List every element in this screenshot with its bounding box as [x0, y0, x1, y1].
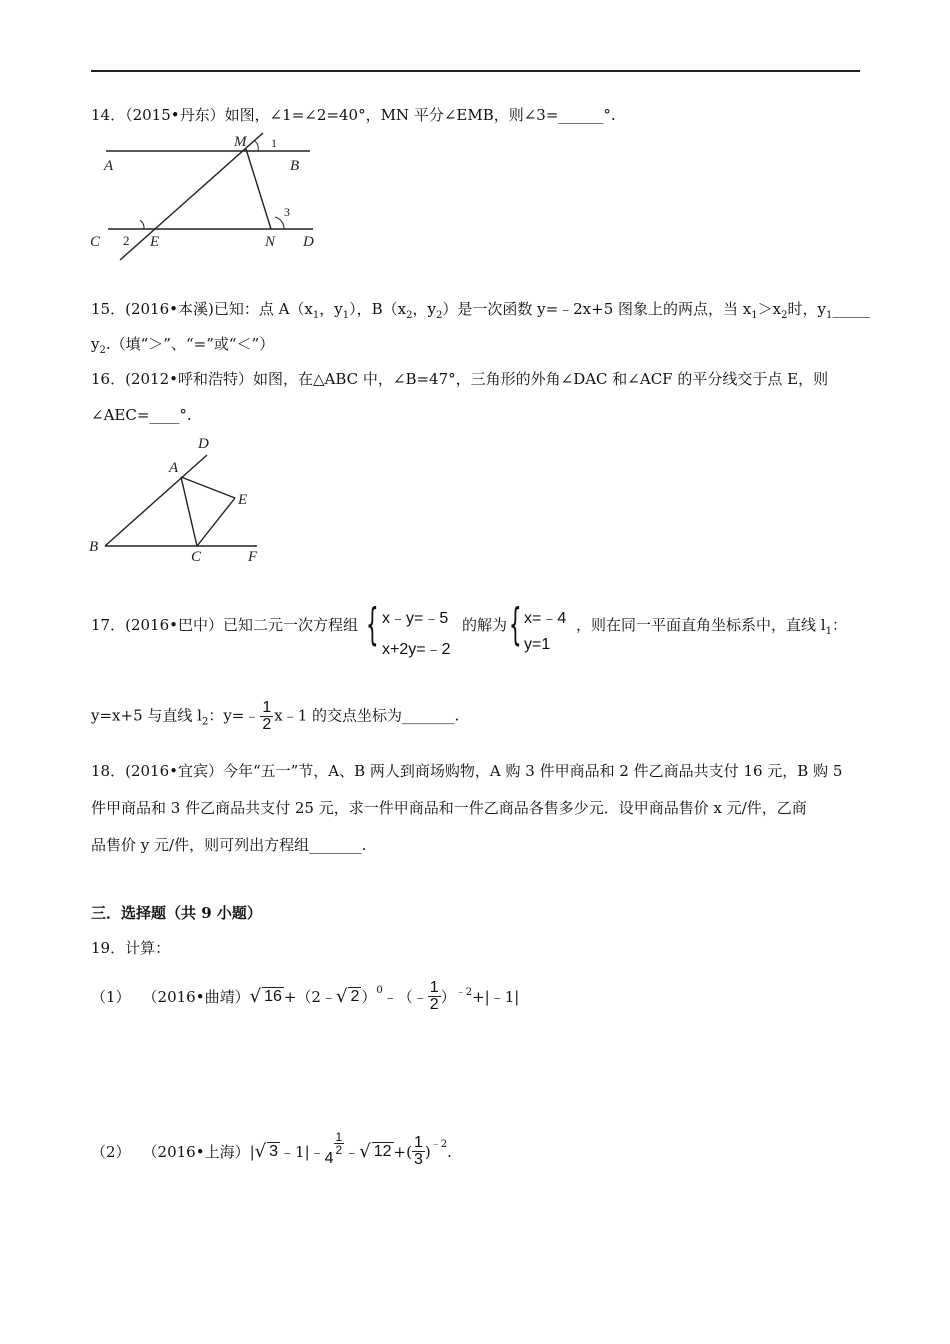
q17-frac-num: 1 [262, 699, 272, 716]
label-angle3: 3 [284, 205, 290, 219]
q19-p2-fraction [412, 1135, 425, 1168]
q15-s7: 1 [825, 310, 833, 321]
q19-p1-sqrt2: 2 [350, 988, 360, 1005]
angle1-arc [255, 141, 258, 151]
label-e: E [238, 492, 248, 508]
q14-body: （2015•丹东）如图，∠1=∠2=40°，MN 平分∠EMB，则∠3=______°. [125, 106, 616, 124]
label-n: N [265, 234, 276, 250]
q19-p2-source: （2016•上海） [142, 1143, 250, 1161]
q19-p1-exp0: 0 [376, 985, 383, 996]
q17-line2 [91, 700, 459, 733]
q15-s8: 2 [99, 345, 106, 356]
q19-p2-frac-num: 1 [413, 1134, 423, 1151]
q17-post-end: ： [831, 616, 847, 634]
q17-frac-den: 2 [262, 716, 272, 733]
q19-p2-sqrt12: 12 [373, 1143, 392, 1160]
q19-p2-label: （2） [91, 1143, 131, 1161]
sqrt-icon: √ [359, 1141, 371, 1162]
q17-post-text: ，则在同一平面直角坐标系中，直线 l [576, 616, 826, 634]
q19-part1 [91, 980, 519, 1013]
sqrt-icon: √ [254, 1141, 267, 1162]
q19-p2-exp-fraction [334, 1131, 345, 1156]
q15-line1 [91, 298, 870, 321]
q19-p2-sqrt3: 3 [269, 1143, 279, 1160]
label-d: D [198, 436, 209, 452]
q15-line2 [91, 333, 274, 356]
q16-line1: 16．(2012•呼和浩特）如图，在△ABC 中，∠B=47°，三角形的外角∠DAC 和∠ACF 的平分线交于点 E，则 [91, 370, 829, 388]
q19-p2-frac-den: 3 [413, 1151, 423, 1168]
q19-p2-c: ﹣ [344, 1143, 360, 1161]
q19-part2 [91, 1130, 452, 1168]
q15-s4: 2 [435, 310, 443, 321]
q19-p1-c: ﹣（﹣ [382, 988, 428, 1006]
q15-s5: 1 [751, 310, 758, 321]
q19-p2-a: | [249, 1142, 255, 1161]
q16-line2: ∠AEC=____°. [91, 406, 192, 424]
q14-number: 14． [91, 106, 126, 124]
q19-p1-sqrt16: 16 [264, 988, 282, 1005]
q15-t8: y [91, 335, 100, 353]
q18-line2: 件甲商品和 3 件乙商品共支付 25 元，求一件甲商品和一件乙商品各售多少元．设甲商品售价 x 元/件，乙商 [91, 799, 807, 817]
q15-t2: ，y [319, 300, 343, 318]
segment-mn [246, 149, 271, 229]
q15-t4: ，y [412, 300, 436, 318]
q17-fraction [260, 700, 273, 733]
q19-p2-base: 4 [324, 1149, 334, 1167]
q15-s6: 2 [781, 310, 788, 321]
q15-t6: ＞x [757, 300, 782, 318]
header-rule [91, 70, 860, 72]
q17-post [576, 614, 847, 637]
q15-t1: 15．(2016•本溪)已知：点 A（x [91, 300, 313, 318]
q15-t7: 时，y [787, 300, 826, 318]
q19-p1-frac-den: 2 [429, 996, 439, 1013]
q15-t9: .（填“＞”、“=”或“＜”） [105, 335, 275, 353]
q17-pre: 17．(2016•巴中）已知二元一次方程组 [91, 616, 358, 634]
label-c: C [191, 549, 202, 565]
q16-figure [85, 430, 275, 570]
q19-title: 19．计算： [91, 939, 171, 957]
sqrt-icon: √ [335, 986, 348, 1007]
label-f: F [248, 549, 258, 565]
q19-p1-e: +|﹣1| [472, 988, 520, 1006]
q17-l2c: x﹣1 的交点坐标为_______. [274, 706, 460, 725]
q17-brace1: { [366, 599, 379, 650]
sqrt-icon: √ [249, 986, 262, 1007]
q17-l2sub: 2 [201, 716, 209, 728]
q19-p1-a: +（2﹣ [283, 988, 336, 1006]
q15-s3: 2 [406, 310, 413, 321]
label-c: C [90, 234, 101, 250]
segment-ce [197, 498, 235, 546]
label-e: E [150, 234, 160, 250]
angle2-arc [140, 220, 144, 229]
angle3-arc [275, 217, 284, 229]
label-d: D [303, 234, 314, 250]
q17-eq2: x+2y=﹣2 [382, 641, 451, 658]
q17-l2a: y=x+5 与直线 l [91, 706, 202, 725]
q17-sol1: x=﹣4 [524, 610, 567, 627]
q19-p1-exp2: ﹣2 [455, 987, 473, 998]
q19-p2-d: +( [393, 1142, 412, 1161]
q17-sol2: y=1 [524, 636, 551, 653]
q19-p1-frac-num: 1 [429, 979, 439, 996]
q17-post-sub: 1 [825, 626, 832, 637]
label-m: M [234, 134, 247, 150]
label-angle1: 1 [271, 136, 277, 150]
label-angle2: 2 [123, 233, 130, 248]
transversal-me [120, 133, 263, 260]
q14-text [91, 104, 616, 125]
q19-p1-label: （1） [91, 988, 131, 1006]
q19-p2-b: ﹣1|﹣ [280, 1143, 325, 1161]
segment-ac [181, 477, 197, 546]
q17-eq1: x﹣y=﹣5 [382, 610, 449, 627]
q15-s1: 1 [312, 310, 320, 321]
q14-figure [88, 128, 328, 263]
section3-title: 三．选择题（共 9 小题） [91, 904, 262, 922]
q19-p2-exp-den: 2 [335, 1143, 343, 1157]
label-b: B [290, 158, 300, 174]
q17-l2b: ：y=﹣ [208, 706, 260, 725]
q17-brace2: { [509, 599, 522, 650]
q19-p2-exp: ﹣2 [430, 1139, 448, 1150]
q19-p1-d: ） [440, 988, 456, 1006]
label-a: A [104, 158, 114, 174]
q15-t3: ），B（x [349, 300, 407, 318]
q15-blank: _____ [832, 300, 870, 318]
q15-s2: 1 [342, 310, 350, 321]
q18-line3: 品售价 y 元/件，则可列出方程组_______. [91, 836, 367, 854]
label-b: B [89, 539, 99, 555]
q19-p1-source: （2016•曲靖） [142, 988, 250, 1006]
q19-p2-f: . [447, 1142, 452, 1161]
q17-mid: 的解为 [462, 616, 508, 634]
q19-p2-exp-num: 1 [335, 1130, 343, 1144]
segment-ae [181, 477, 235, 498]
q19-p1-fraction [428, 980, 441, 1013]
label-a: A [169, 460, 179, 476]
line-bd [105, 455, 207, 546]
q18-line1: 18．(2016•宜宾）今年“五一”节，A、B 两人到商场购物，A 购 3 件甲商品和 2 件乙商品共支付 16 元，B 购 5 [91, 762, 843, 780]
q15-t5: ）是一次函数 y=﹣2x+5 图象上的两点，当 x [442, 300, 752, 318]
q19-p1-b: ） [361, 988, 377, 1006]
q19-p2-e: ) [424, 1142, 431, 1161]
